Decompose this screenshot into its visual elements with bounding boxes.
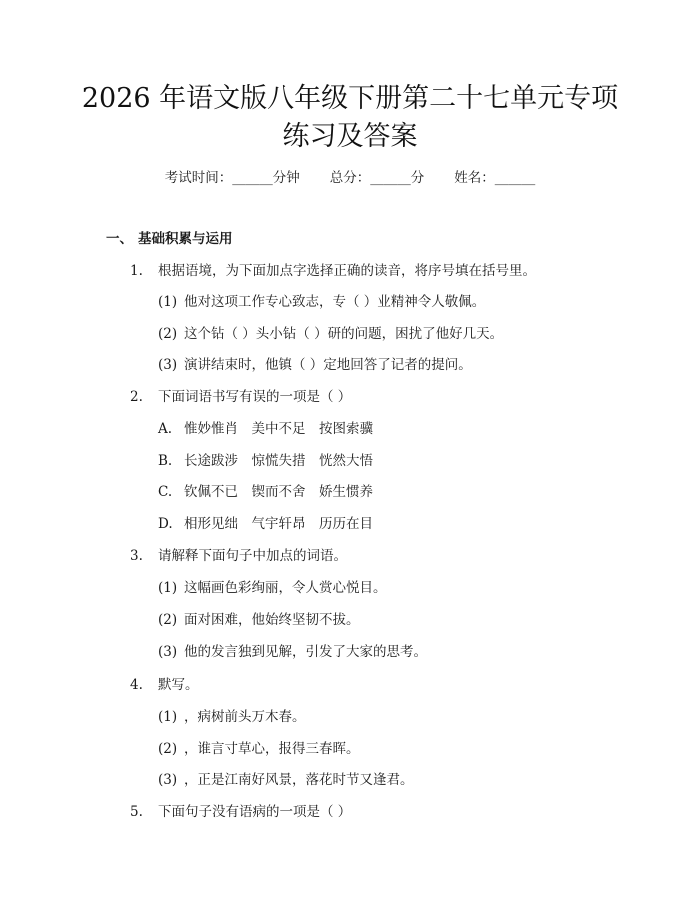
option-text: 长途跋涉 惊慌失措 恍然大悟 bbox=[184, 453, 373, 469]
question-1-item-1 bbox=[158, 292, 485, 312]
question-number: 3. bbox=[130, 548, 143, 564]
question-4-item-1 bbox=[158, 707, 306, 727]
item-text: ，谁言寸草心，报得三春晖。 bbox=[184, 741, 360, 757]
item-label: (3) bbox=[158, 772, 178, 788]
item-label: (1) bbox=[158, 709, 178, 725]
question-3-item-3 bbox=[158, 642, 427, 662]
item-label: (2) bbox=[158, 741, 178, 757]
option-label: D. bbox=[158, 516, 173, 532]
question-1-item-2 bbox=[158, 324, 503, 344]
question-3-item-1 bbox=[158, 578, 387, 598]
item-text: 这幅画色彩绚丽，令人赏心悦目。 bbox=[184, 580, 387, 596]
section-number: 一、 bbox=[106, 231, 133, 247]
question-number: 1. bbox=[130, 263, 143, 279]
option-text: 惟妙惟肖 美中不足 按图索骥 bbox=[184, 421, 373, 437]
question-number: 4. bbox=[130, 677, 143, 693]
option-label: B. bbox=[158, 453, 173, 469]
question-text: 默写。 bbox=[158, 677, 199, 693]
item-text: 面对困难，他始终坚韧不拔。 bbox=[184, 612, 360, 628]
option-d bbox=[158, 514, 373, 534]
question-text: 请解释下面句子中加点的词语。 bbox=[158, 548, 347, 564]
option-label: A. bbox=[158, 421, 173, 437]
item-label: (3) bbox=[158, 644, 178, 660]
item-label: (1) bbox=[158, 294, 178, 310]
item-text: ，正是江南好风景，落花时节又逢君。 bbox=[184, 772, 414, 788]
item-label: (2) bbox=[158, 326, 178, 342]
option-text: 钦佩不已 锲而不舍 娇生惯养 bbox=[184, 484, 373, 500]
question-text: 根据语境，为下面加点字选择正确的读音，将序号填在括号里。 bbox=[158, 263, 536, 279]
item-text: 他的发言独到见解，引发了大家的思考。 bbox=[184, 644, 427, 660]
question-5 bbox=[130, 802, 351, 822]
item-label: (3) bbox=[158, 357, 178, 373]
question-4 bbox=[130, 675, 199, 695]
item-text: 他对这项工作专心致志，专（ ）业精神令人敬佩。 bbox=[184, 294, 486, 310]
question-4-item-2 bbox=[158, 739, 360, 759]
option-b bbox=[158, 451, 373, 471]
item-text: 演讲结束时，他镇（ ）定地回答了记者的提问。 bbox=[184, 357, 472, 373]
student-name-field: 姓名：______ bbox=[454, 170, 536, 186]
item-label: (1) bbox=[158, 580, 178, 596]
option-a bbox=[158, 419, 373, 439]
option-label: C. bbox=[158, 484, 173, 500]
question-1 bbox=[130, 261, 536, 281]
question-2 bbox=[130, 387, 351, 407]
exam-time-field: 考试时间：______分钟 bbox=[164, 170, 300, 186]
option-c bbox=[158, 482, 373, 502]
question-text: 下面词语书写有误的一项是（ ） bbox=[158, 389, 352, 405]
exam-score-field: 总分：______分 bbox=[329, 170, 425, 186]
exam-meta bbox=[0, 168, 700, 188]
question-number: 2. bbox=[130, 389, 143, 405]
option-text: 相形见绌 气宇轩昂 历历在目 bbox=[184, 516, 373, 532]
question-1-item-3 bbox=[158, 355, 472, 375]
item-text: ，病树前头万木春。 bbox=[184, 709, 306, 725]
question-3-item-2 bbox=[158, 610, 360, 630]
question-3 bbox=[130, 546, 347, 566]
item-text: 这个钻（ ）头小钻（ ）研的问题，困扰了他好几天。 bbox=[184, 326, 504, 342]
item-label: (2) bbox=[158, 612, 178, 628]
question-number: 5. bbox=[130, 804, 143, 820]
document-title-line-2: 练习及答案 bbox=[282, 121, 418, 152]
section-title: 基础积累与运用 bbox=[138, 231, 233, 247]
question-4-item-3 bbox=[158, 770, 414, 790]
question-text: 下面句子没有语病的一项是（ ） bbox=[158, 804, 352, 820]
document-title-line-1: 2026 年语文版八年级下册第二十七单元专项 bbox=[81, 83, 619, 114]
section-heading bbox=[106, 229, 233, 249]
